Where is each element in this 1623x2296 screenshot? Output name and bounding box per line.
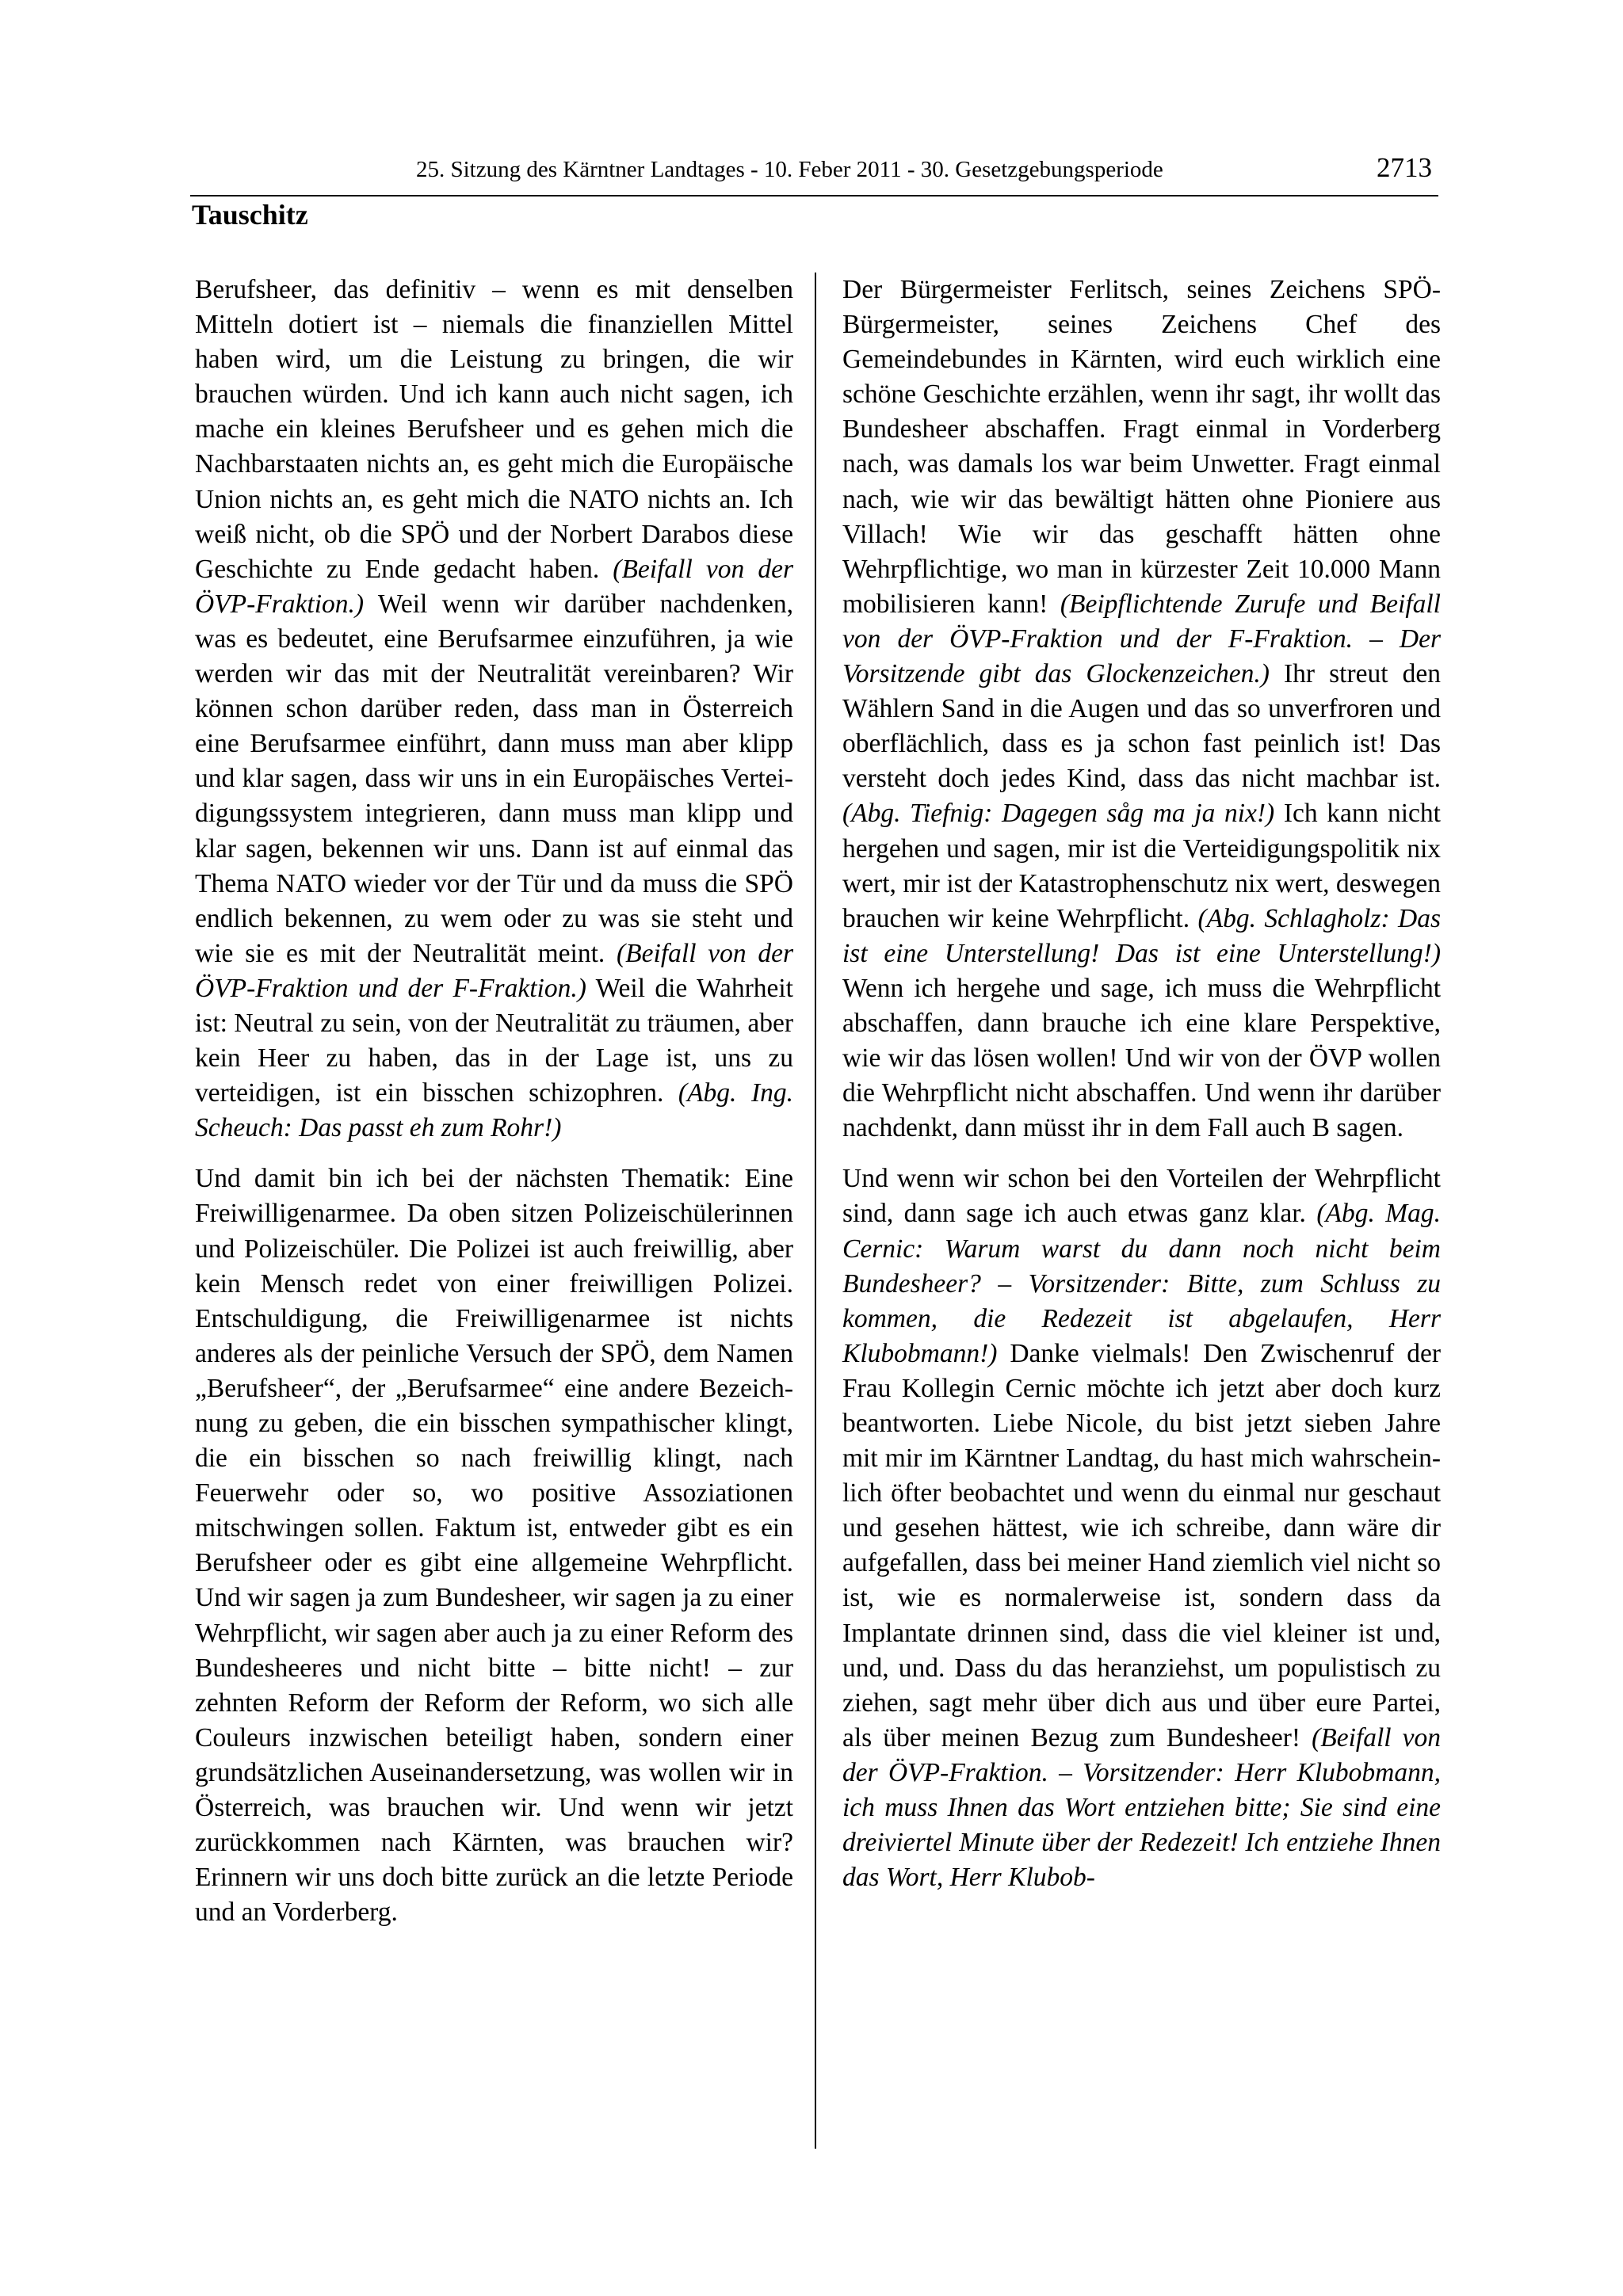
column-divider <box>815 273 816 2149</box>
paragraph <box>195 273 793 1146</box>
interjection-text: (Beipflichtende Zurufe und Beifall von der ÖVP-Fraktion und der F-Fraktion. – Der Vorsitzende gibt das Glockenzeichen.) <box>842 589 1441 689</box>
interjection-text: (Abg. Mag. Cernic: Warum warst du dann noch nicht beim Bundesheer? – Vorsitzender: Bitte, zum Schluss zu kommen, die Redezeit ist abgelaufen, Herr Klubobmann!) <box>842 1199 1441 1368</box>
speech-text: Weil wenn wir darüber nachdenken, was es bedeutet, eine Berufsarmee einzuführen, ja wie werden wir das mit der Neutralität vereinbaren? Wir können schon darüber reden, dass man in Österreich eine Berufsarmee einführt, dann muss man aber klipp und klar sagen, dass wir uns in ein Europäisches Verteidigungssystem integrieren, dann muss man klipp und klar sagen, bekennen wir uns. Dann ist auf einmal das Thema NATO wieder vor der Tür und da muss die SPÖ endlich bekennen, zu wem oder zu was sie steht und wie sie es mit der Neutralität meint. <box>195 589 793 968</box>
speech-text: Weil die Wahrheit ist: Neutral zu sein, von der Neutralität zu träumen, aber kein Heer zu haben, das in der Lage ist, uns zu verteidigen, ist ein bisschen schizophren. <box>195 973 793 1108</box>
speech-text: Und wenn wir schon bei den Vorteilen der Wehrpflicht sind, dann sage ich auch etwas ganz klar. <box>842 1164 1441 1229</box>
speech-text: Der Bürgermeister Ferlitsch, seines Zeichens SPÖ-Bürgermeister, seines Zeichens Chef des Gemeindebundes in Kärnten, wird euch wirklich eine schöne Geschichte erzählen, wenn ihr sagt, ihr wollt das Bundesheer abschaffen. Fragt einmal in Vorderberg nach, was damals los war beim Unwetter. Fragt einmal nach, wie wir das bewältigt hätten ohne Pioniere aus Villach! Wie wir das geschafft hätten ohne Wehrpflichtige, wo man in kürzester Zeit 10.000 Mann mobilisieren kann! <box>842 275 1441 619</box>
speech-text: Und damit bin ich bei der nächsten Thematik: Eine Freiwilligenarmee. Da oben sitzen Polizeischülerinnen und Polizeischüler. Die Polizei ist auch freiwillig, aber kein Mensch redet von einer freiwilligen Polizei. Entschuldigung, die Freiwilligenarmee ist nichts anderes als der peinliche Versuch der SPÖ, dem Namen „Berufsheer“, der „Berufsarmee“ eine andere Bezeichnung zu geben, die ein bisschen sympathischer klingt, die ein bisschen so nach freiwillig klingt, nach Feuerwehr oder so, wo positive Assoziationen mitschwingen sollen. Faktum ist, entweder gibt es ein Berufsheer oder es gibt eine allgemeine Wehrpflicht. Und wir sagen ja zum Bundesheer, wir sagen ja zu einer Wehrpflicht, wir sagen aber auch ja zu einer Reform des Bundesheeres und nicht bitte – bitte nicht! – zur zehnten Reform der Reform der Reform, wo sich alle Couleurs inzwischen beteiligt haben, sondern einer grundsätzlichen Auseinandersetzung, was wollen wir in Österreich, was brauchen wir. Und wenn wir jetzt zurückkommen nach Kärnten, was brauchen wir? Erinnern wir uns doch bitte zurück an die letzte Periode und an Vorderberg. <box>195 1164 793 1928</box>
speech-text: Ihr streut den Wählern Sand in die Augen und das so unverfroren und oberflächlich, dass es ja schon fast peinlich ist! Das versteht doch jedes Kind, dass das nicht machbar ist. <box>842 659 1441 794</box>
speech-text: Danke vielmals! Den Zwischenruf der Frau Kollegin Cernic möchte ich jetzt aber doch kurz beantworten. Liebe Nicole, du bist jetzt sieben Jahre mit mir im Kärntner Landtag, du hast mich wahrscheinlich öfter beobachtet und wenn du einmal nur geschaut und gesehen hättest, wie ich schreibe, dann wäre dir aufgefallen, dass bei meiner Hand ziemlich viel nicht so ist, wie es normalerweise ist, sondern dass da Implantate drinnen sind, dass die viel kleiner ist und, und, und. Dass du das heranziehst, um populistisch zu ziehen, sagt mehr über dich aus und über eure Partei, als über meinen Bezug zum Bundesheer! <box>842 1338 1441 1753</box>
interjection-text: (Beifall von der ÖVP-Fraktion und der F-Fraktion.) <box>195 938 794 1003</box>
interjection-text: (Abg. Schlagholz: Das ist eine Unterstellung! Das ist eine Unterstellung!) <box>842 903 1441 968</box>
speech-text: Berufsheer, das definitiv – wenn es mit denselben Mitteln dotiert ist – niemals die finanziellen Mittel haben wird, um die Leistung zu bringen, die wir brauchen würden. Und ich kann auch nicht sagen, ich mache ein kleines Berufsheer und es gehen mich die Nachbarstaaten nichts an, es geht mich die Europäische Union nichts an, es geht mich die NATO nichts an. Ich weiß nicht, ob die SPÖ und der Norbert Darabos diese Geschichte zu Ende gedacht haben. <box>195 275 793 584</box>
paragraph <box>195 1161 793 1930</box>
header-title: 25. Sitzung des Kärntner Landtages - 10. Feber 2011 - 30. Gesetzgebungsperiode <box>416 157 1163 182</box>
interjection-text: (Beifall von der ÖVP-Fraktion. – Vorsitzender: Herr Klubobmann, ich muss Ihnen das Wort entziehen bitte; Sie sind eine dreiviertel Minute über der Redezeit! Ich entziehe Ihnen das Wort, Herr Klubob- <box>842 1722 1441 1893</box>
page-header <box>190 152 1438 196</box>
left-column <box>195 273 793 1946</box>
speech-text: Ich kann nicht hergehen und sagen, mir ist die Verteidigungspolitik nix wert, mir ist der Katastrophenschutz nix wert, deswegen brauchen wir keine Wehrpflicht. <box>842 799 1441 933</box>
interjection-text: (Abg. Ing. Scheuch: Das passt eh zum Rohr!) <box>195 1078 793 1143</box>
interjection-text: (Beifall von der ÖVP-Fraktion.) <box>195 554 793 619</box>
page-number: 2713 <box>1377 152 1432 183</box>
interjection-text: (Abg. Tiefnig: Dagegen såg ma ja nix!) <box>842 799 1275 829</box>
speech-text: Wenn ich hergehe und sage, ich muss die Wehrpflicht abschaffen, dann brauche ich eine klare Perspektive, wie wir das lösen wollen! Und wir von der ÖVP wollen die Wehrpflicht nicht abschaffen. Und wenn ihr darüber nachdenkt, dann müsst ihr in dem Fall auch B sagen. <box>842 973 1441 1143</box>
right-column <box>842 273 1441 1911</box>
paragraph <box>842 273 1441 1146</box>
speaker-name: Tauschitz <box>192 199 308 231</box>
paragraph <box>842 1161 1441 1895</box>
